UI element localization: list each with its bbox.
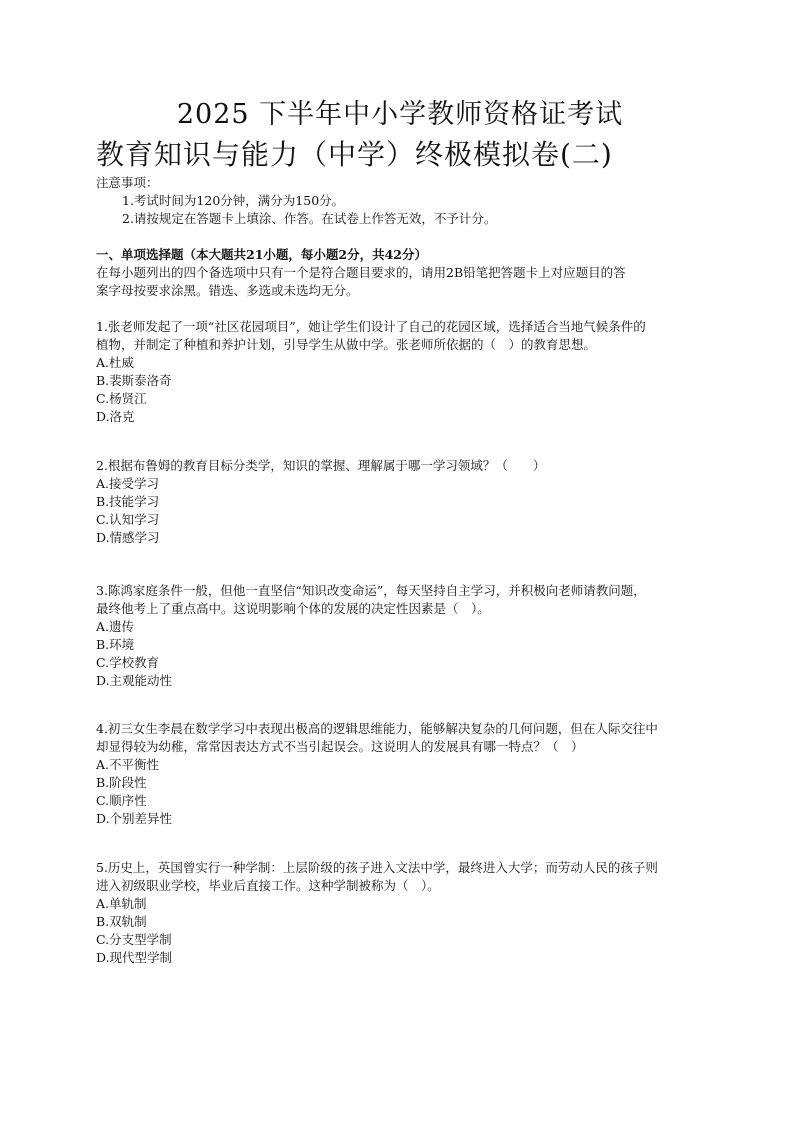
question-text: 最终他考上了重点高中。这说明影响个体的发展的决定性因素是（ ）。 — [96, 601, 490, 616]
option-b: B.技能学习 — [96, 494, 160, 509]
exam-title-line1: 2025 下半年中小学教师资格证考试 — [176, 99, 624, 130]
section-instructions: 案字母按要求涂黑。错选、多选或未选均无分。 — [96, 283, 359, 298]
option-a: A.遗传 — [96, 619, 135, 634]
question-text: 3.陈鸿家庭条件一般，但他一直坚信“知识改变命运”，每天坚持自主学习，并积极向老师请教问题， — [96, 583, 646, 598]
question-2 — [96, 457, 716, 547]
option-b: B.阶段性 — [96, 775, 147, 790]
question-text: 4.初三女生李晨在数学学习中表现出极高的逻辑思维能力，能够解决复杂的几何问题，但在人际交往中 — [96, 721, 658, 736]
option-c: C.认知学习 — [96, 512, 160, 527]
question-text: 却显得较为幼稚，常常因表达方式不当引起误会。这说明人的发展具有哪一特点？（ ） — [96, 739, 584, 754]
option-c: C.顺序性 — [96, 793, 147, 808]
question-text: 5.历史上，英国曾实行一种学制：上层阶级的孩子进入文法中学，最终进入大学；而劳动人民的孩子则 — [96, 860, 658, 875]
option-a: A.单轨制 — [96, 896, 147, 911]
question-3 — [96, 582, 716, 690]
notice-block — [96, 174, 716, 228]
option-a: A.不平衡性 — [96, 757, 160, 772]
question-1 — [96, 318, 716, 426]
option-d: D.现代型学制 — [96, 950, 173, 965]
exam-title-line2: 教育知识与能力（中学）终极模拟卷(二) — [96, 138, 613, 171]
question-text: 进入初级职业学校，毕业后直接工作。这种学制被称为（ ）。 — [96, 878, 440, 893]
question-text: 植物，并制定了种植和养护计划，引导学生从做中学。张老师所依据的（ ）的教育思想。 — [96, 337, 597, 352]
option-d: D.情感学习 — [96, 530, 160, 545]
option-c: C.分支型学制 — [96, 932, 172, 947]
option-d: D.洛克 — [96, 409, 135, 424]
question-5 — [96, 859, 716, 967]
section-block — [96, 246, 716, 300]
notice-heading: 注意事项： — [96, 175, 159, 190]
option-c: C.杨贤江 — [96, 391, 147, 406]
option-a: A.杜威 — [96, 355, 135, 370]
option-b: B.双轨制 — [96, 914, 147, 929]
notice-item: 2.请按规定在答题卡上填涂、作答。在试卷上作答无效，不予计分。 — [122, 211, 497, 226]
question-text: 1.张老师发起了一项“社区花园项目”，她让学生们设计了自己的花园区域，选择适合当地气候条件的 — [96, 319, 646, 334]
notice-item: 1.考试时间为120分钟，满分为150分。 — [122, 193, 345, 208]
section-heading: 一、单项选择题（本大题共21小题，每小题2分，共42分） — [96, 247, 427, 262]
option-b: B.裴斯泰洛奇 — [96, 373, 172, 388]
question-4 — [96, 720, 716, 828]
option-c: C.学校教育 — [96, 655, 160, 670]
section-instructions: 在每小题列出的四个备选项中只有一个是符合题目要求的，请用2B铅笔把答题卡上对应题目的答 — [96, 265, 626, 280]
question-text: 2.根据布鲁姆的教育目标分类学，知识的掌握、理解属于哪一学习领域？（ ） — [96, 458, 546, 473]
option-d: D.个别差异性 — [96, 811, 173, 826]
option-d: D.主观能动性 — [96, 673, 173, 688]
option-a: A.接受学习 — [96, 476, 160, 491]
option-b: B.环境 — [96, 637, 135, 652]
